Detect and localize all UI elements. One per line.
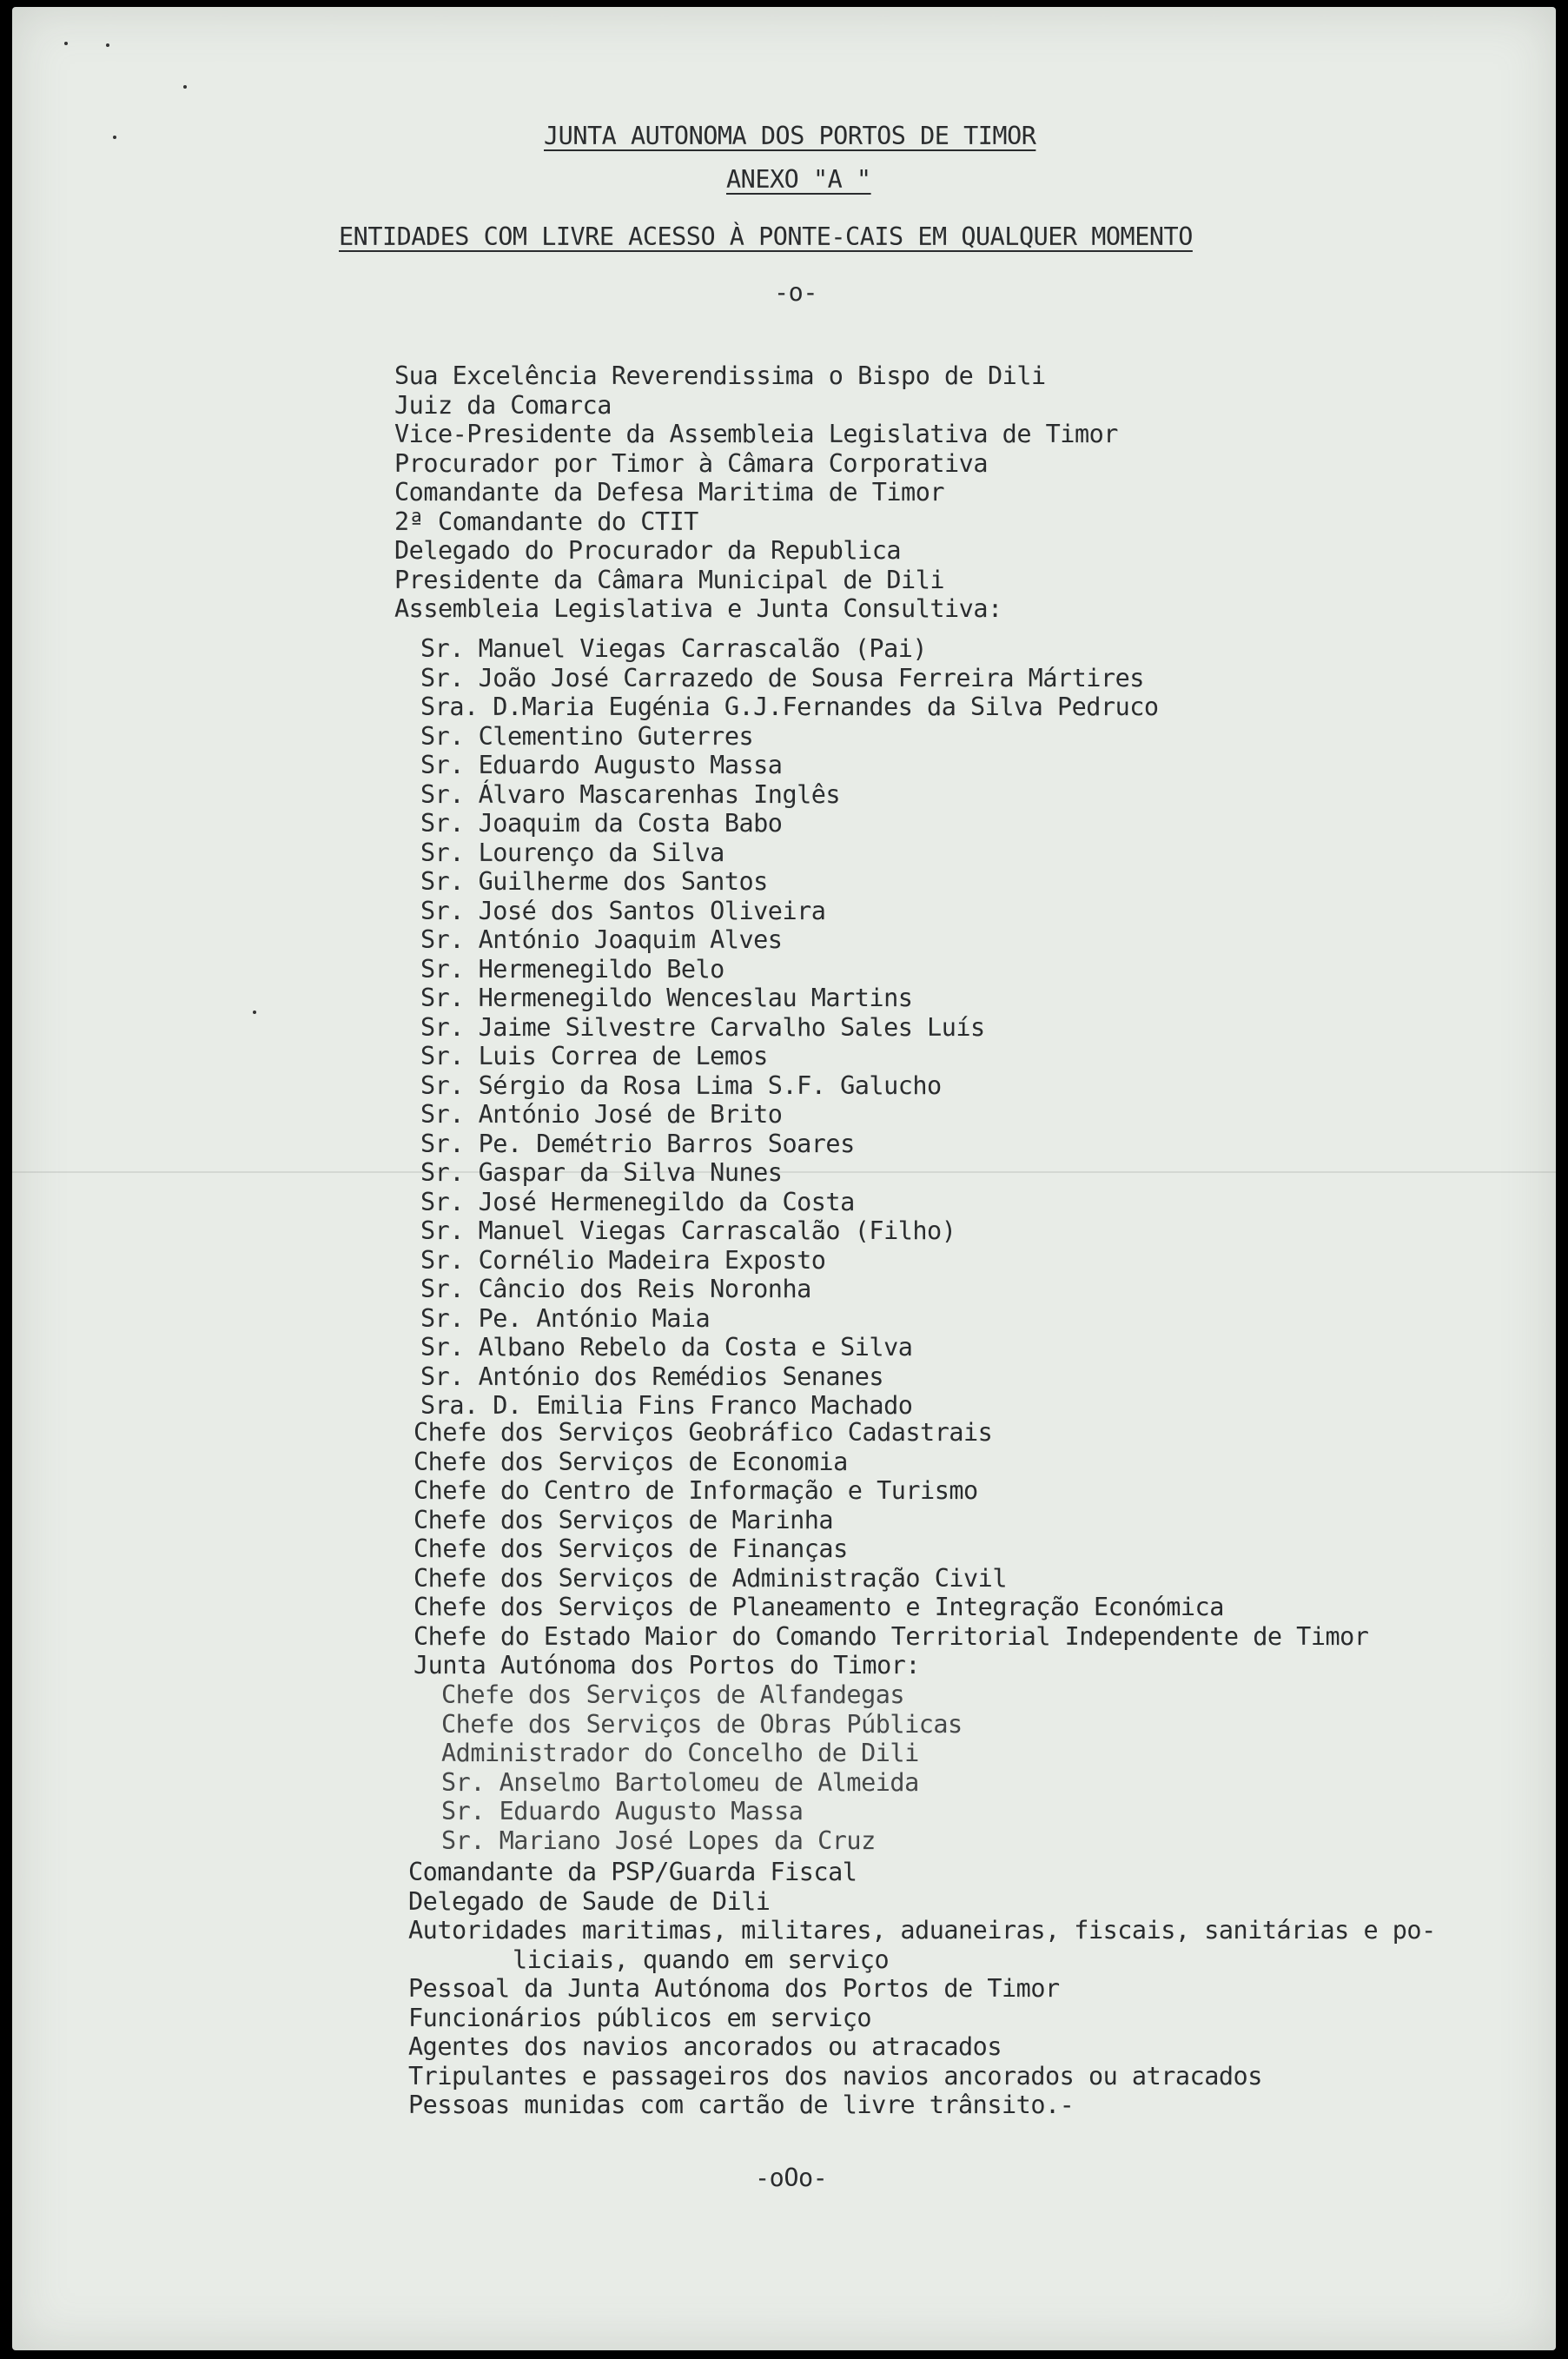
list-item: Sr. Hermenegildo Wenceslau Martins [420,984,913,1012]
list-heading: ENTIDADES COM LIVRE ACESSO À PONTE-CAIS EM QUALQUER MOMENTO [339,222,1193,251]
list-item: Chefe dos Serviços de Administração Civil [414,1563,1007,1593]
list-item: Sr. João José Carrazedo de Sousa Ferreira Mártires [420,663,1144,692]
header-title: JUNTA AUTONOMA DOS PORTOS DE TIMOR [544,122,1036,150]
list-item: Assembleia Legislativa e Junta Consultiva: [394,594,1002,623]
list-item: Chefe dos Serviços de Finanças [414,1534,848,1563]
list-item: Funcionários públicos em serviço [408,2003,872,2032]
list-item: Delegado do Procurador da Republica [394,536,902,565]
list-item: Sr. Pe. Demétrio Barros Soares [420,1129,855,1158]
list-item: Chefe dos Serviços de Alfandegas [441,1680,905,1709]
annex-title: ANEXO "A " [726,165,871,194]
list-item: Sr. Câncio dos Reis Noronha [420,1275,811,1303]
list-item: liciais, quando em serviço [513,1945,890,1974]
list-item: Agentes dos navios ancorados ou atracados [408,2032,1002,2061]
list-item: Chefe dos Serviços Geobráfico Cadastrais [414,1418,993,1447]
list-item: Administrador do Concelho de Dili [441,1739,919,1767]
list-item: Delegado de Saude de Dili [408,1886,771,1916]
list-item: Sr. Sérgio da Rosa Lima S.F. Galucho [420,1070,942,1100]
list-item: Autoridades maritimas, militares, aduaneiras, fiscais, sanitárias e po- [408,1916,1436,1945]
list-item: Sr. Álvaro Mascarenhas Inglês [420,779,841,809]
list-item: Comandante da PSP/Guarda Fiscal [408,1858,857,1886]
list-item: Sr. Guilherme dos Santos [420,867,768,896]
list-item: Sr. Manuel Viegas Carrascalão (Filho) [420,1216,956,1245]
list-item: Pessoas munidas com cartão de livre trânsito.- [408,2091,1075,2119]
list-item: Pessoal da Junta Autónoma dos Portos de Timor [408,1974,1060,2003]
list-item: Junta Autónoma dos Portos do Timor: [414,1651,921,1680]
list-item: Tripulantes e passageiros dos navios ancorados ou atracados [408,2061,1262,2091]
list-item: Sr. Mariano José Lopes da Cruz [441,1826,876,1855]
list-item: Sr. Luis Correa de Lemos [420,1042,768,1070]
list-item: Procurador por Timor à Câmara Corporativa [394,448,988,478]
list-item: Sua Excelência Reverendissima o Bispo de Dili [394,361,1046,390]
list-item: Juiz da Comarca [394,390,612,420]
list-item: Sr. António José de Brito [420,1100,783,1129]
list-item: Sr. Jaime Silvestre Carvalho Sales Luís [420,1012,985,1042]
list-item: Chefe dos Serviços de Economia [414,1447,848,1476]
list-item: Sra. D. Emilia Fins Franco Machado [420,1391,913,1420]
list-item: Sr. José dos Santos Oliveira [420,896,826,925]
list-item: 2ª Comandante do CTIT [394,507,698,536]
list-item: Chefe dos Serviços de Marinha [414,1505,834,1534]
list-item: Chefe do Centro de Informação e Turismo [414,1476,978,1505]
list-item: Presidente da Câmara Municipal de Dili [394,565,945,594]
separator-top: -o- [774,278,817,307]
document-body [12,7,1556,2350]
document-sheet [12,7,1556,2350]
separator-bottom: -oOo- [755,2164,828,2192]
list-item: Sr. Albano Rebelo da Costa e Silva [420,1333,913,1362]
list-item: Sr. Cornélio Madeira Exposto [420,1245,826,1275]
list-item: Sr. Lourenço da Silva [420,838,724,867]
list-item: Chefe dos Serviços de Planeamento e Integração Económica [414,1593,1224,1621]
list-item: Sr. Joaquim da Costa Babo [420,809,783,838]
list-item: Chefe dos Serviços de Obras Públicas [441,1709,963,1739]
list-item: Sr. Eduardo Augusto Massa [420,751,783,779]
list-item: Vice-Presidente da Assembleia Legislativa de Timor [394,420,1118,448]
list-item: Sr. António dos Remédios Senanes [420,1362,884,1391]
list-item: Sr. Anselmo Bartolomeu de Almeida [441,1767,919,1797]
list-item: Sr. Eduardo Augusto Massa [441,1797,804,1826]
list-item: Sra. D.Maria Eugénia G.J.Fernandes da Silva Pedruco [420,692,1159,721]
list-item: Sr. José Hermenegildo da Costa [420,1187,855,1216]
list-item: Sr. Gaspar da Silva Nunes [420,1158,783,1187]
list-item: Sr. Pe. António Maia [420,1303,711,1333]
list-item: Sr. António Joaquim Alves [420,925,783,954]
list-item: Sr. Hermenegildo Belo [420,954,724,984]
list-item: Comandante da Defesa Maritima de Timor [394,478,945,507]
list-item: Sr. Manuel Viegas Carrascalão (Pai) [420,634,928,663]
list-item: Sr. Clementino Guterres [420,721,754,751]
list-item: Chefe do Estado Maior do Comando Territorial Independente de Timor [414,1621,1369,1651]
